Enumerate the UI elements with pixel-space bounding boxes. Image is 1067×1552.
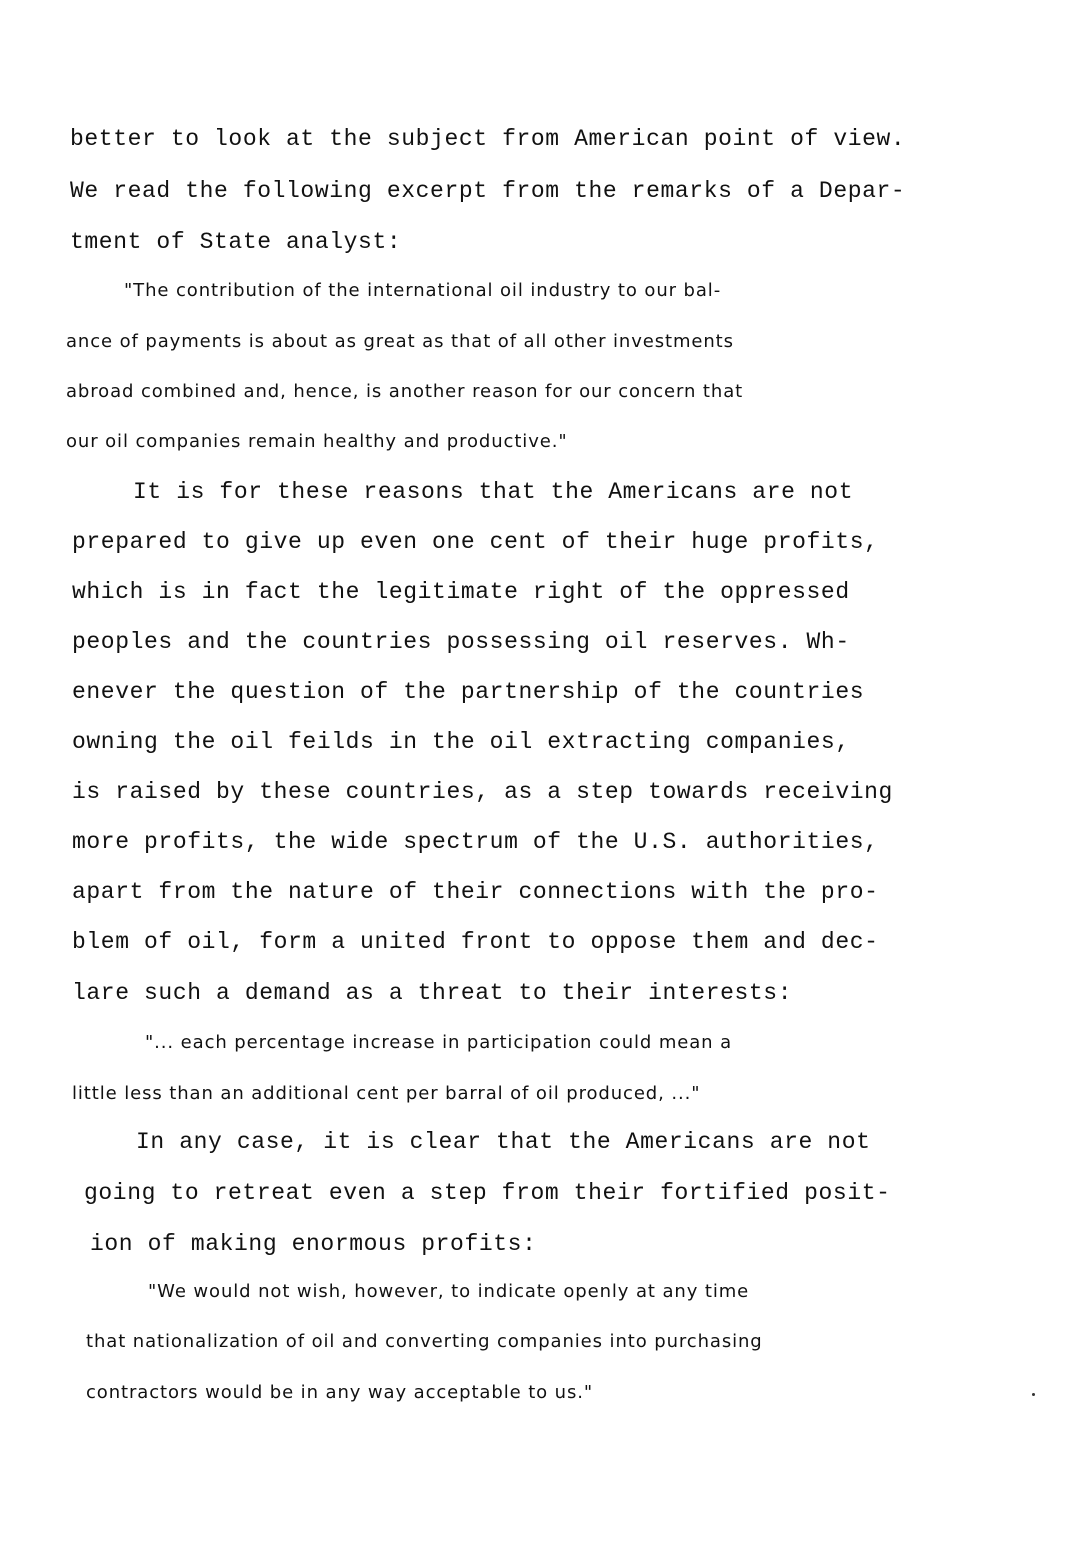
body-line-17: ion of making enormous profits: — [90, 1231, 537, 1257]
body-line-3: tment of State analyst: — [70, 229, 402, 255]
body-line-1: better to look at the subject from American point of view. — [70, 126, 906, 152]
quote-line-1: "The contribution of the international oil industry to our bal- — [124, 280, 722, 301]
body-line-16: going to retreat even a step from their fortified posit- — [84, 1180, 891, 1206]
body-line-13: blem of oil, form a united front to oppose them and dec- — [72, 929, 879, 955]
body-line-14: lare such a demand as a threat to their interests: — [72, 980, 793, 1006]
body-line-12: apart from the nature of their connections with the pro- — [72, 879, 879, 905]
body-line-11: more profits, the wide spectrum of the U.S. authorities, — [72, 829, 879, 855]
quote-line-4: our oil companies remain healthy and productive." — [66, 431, 568, 452]
quote-line-2: ance of payments is about as great as that of all other investments — [66, 331, 734, 352]
body-line-10: is raised by these countries, as a step towards receiving — [72, 779, 893, 805]
quote-line-6: little less than an additional cent per barral of oil produced, ..." — [72, 1083, 701, 1104]
body-line-4: It is for these reasons that the Americans are not — [133, 479, 854, 505]
scan-speck — [1032, 1393, 1035, 1396]
body-line-8: enever the question of the partnership of the countries — [72, 679, 865, 705]
quote-line-8: that nationalization of oil and converting companies into purchasing — [86, 1331, 763, 1352]
body-line-15: In any case, it is clear that the Americans are not — [136, 1129, 871, 1155]
body-line-6: which is in fact the legitimate right of the oppressed — [72, 579, 850, 605]
body-line-2: We read the following excerpt from the remarks of a Depar- — [70, 178, 906, 204]
quote-line-5: "... each percentage increase in participation could mean a — [145, 1032, 733, 1053]
body-line-5: prepared to give up even one cent of their huge profits, — [72, 529, 879, 555]
body-line-9: owning the oil feilds in the oil extracting companies, — [72, 729, 850, 755]
quote-line-9: contractors would be in any way acceptable to us." — [86, 1382, 594, 1403]
quote-line-3: abroad combined and, hence, is another reason for our concern that — [66, 381, 744, 402]
body-line-7: peoples and the countries possessing oil reserves. Wh- — [72, 629, 850, 655]
quote-line-7: "We would not wish, however, to indicate openly at any time — [148, 1281, 750, 1302]
